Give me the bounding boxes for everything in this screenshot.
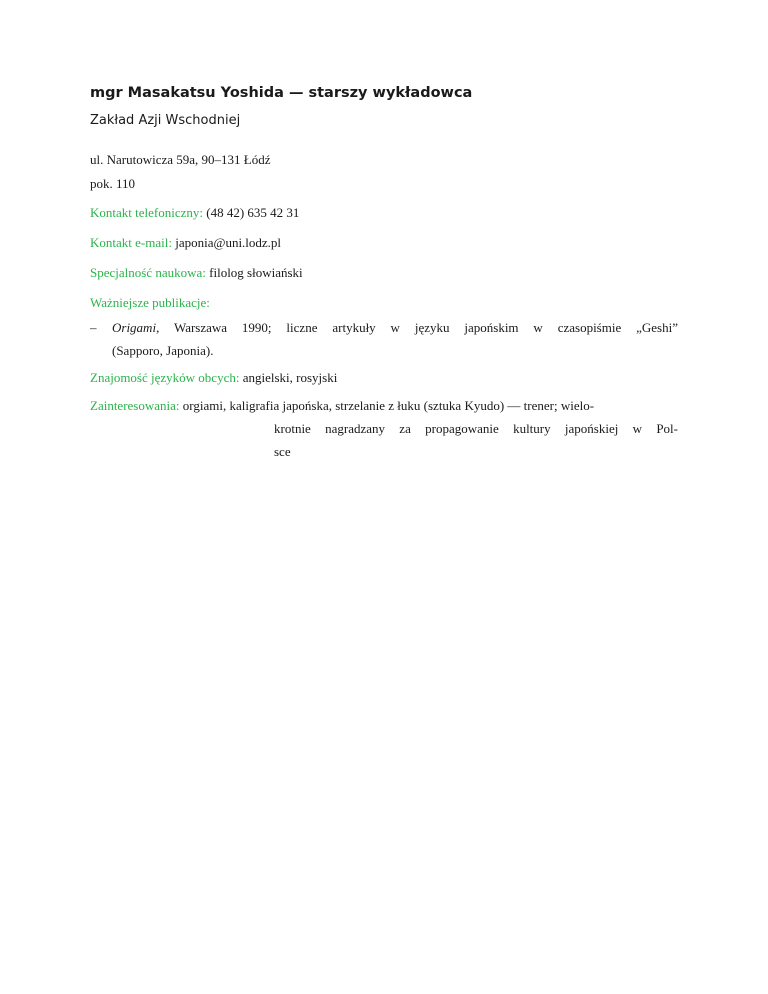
publications-label: Ważniejsze publikacje: xyxy=(90,295,210,310)
specialty-label: Specjalność naukowa: xyxy=(90,265,206,280)
interests-line-2: krotnie nagradzany za propagowanie kultury japońskiej w Pol- xyxy=(274,421,678,436)
page-title: mgr Masakatsu Yoshida — starszy wykładowca xyxy=(90,85,473,101)
interests-row xyxy=(90,394,678,463)
publication-title: Origami xyxy=(112,320,157,335)
phone-label: Kontakt telefoniczny: xyxy=(90,205,203,220)
publication-item xyxy=(90,316,678,362)
email-value[interactable]: japonia@uni.lodz.pl xyxy=(175,235,282,250)
publication-line-2: (Sapporo, Japonia). xyxy=(112,343,214,358)
interests-line-1: Zainteresowania: orgiami, kaligrafia japońska, strzelanie z łuku (sztuka Kyudo) — trener; wielo- xyxy=(90,398,595,413)
languages-value: angielski, rosyjski xyxy=(242,370,338,385)
email-row xyxy=(90,235,281,251)
address-line: ul. Narutowicza 59a, 90–131 Łódź xyxy=(90,152,271,167)
phone-row xyxy=(90,205,299,221)
phone-value: (48 42) 635 42 31 xyxy=(206,205,300,220)
languages-row xyxy=(90,370,337,386)
specialty-value: filolog słowiański xyxy=(209,265,303,280)
department-name: Zakład Azji Wschodniej xyxy=(90,113,241,128)
specialty-row xyxy=(90,265,303,281)
interests-line-3: sce xyxy=(274,444,291,459)
room-number: pok. 110 xyxy=(90,176,136,191)
list-dash: – xyxy=(90,320,97,335)
languages-label: Znajomość języków obcych: xyxy=(90,370,240,385)
publication-line-1: Origami, Warszawa 1990; liczne artykuły w języku japońskim w czasopiśmie „Geshi” xyxy=(112,320,678,335)
interests-label: Zainteresowania: xyxy=(90,398,180,413)
email-label: Kontakt e-mail: xyxy=(90,235,172,250)
